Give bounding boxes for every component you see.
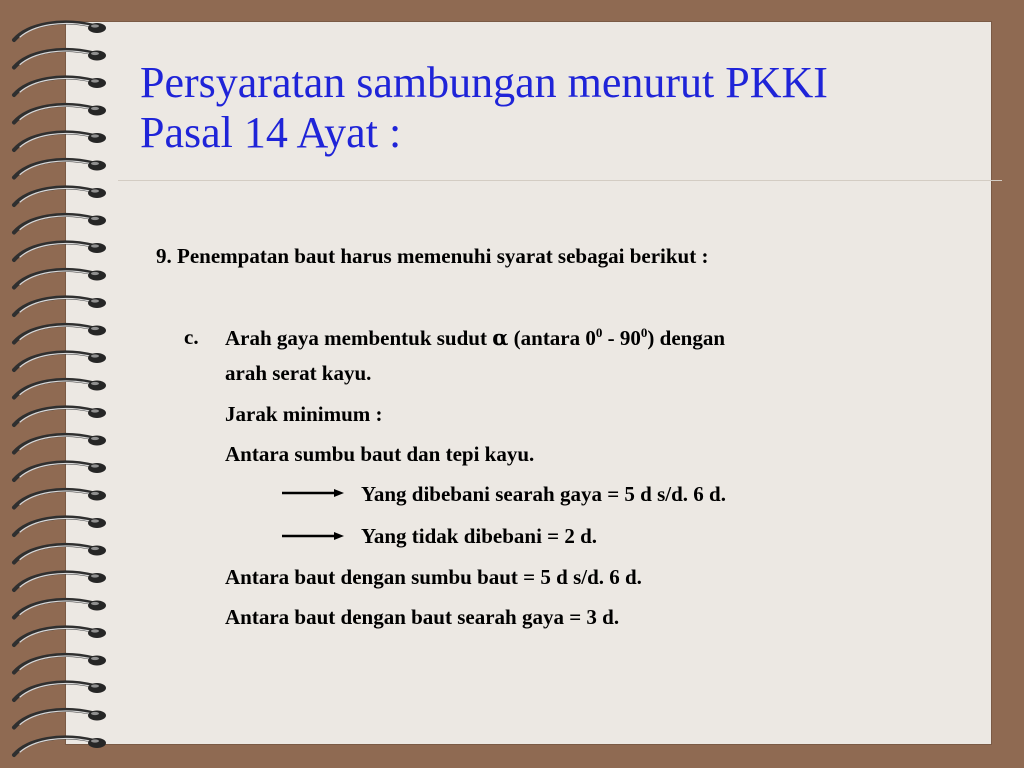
- item-text-part-4: ) dengan: [647, 326, 725, 350]
- item-text-part-3: - 90: [602, 326, 641, 350]
- item-text-line-1: [225, 325, 725, 351]
- right-arrow-icon: [282, 488, 344, 498]
- superscript-1: 0: [595, 325, 603, 340]
- title-line-1: Persyaratan sambungan menurut PKKI: [140, 58, 828, 107]
- arrow-item-1: Yang dibebani searah gaya = 5 d s/d. 6 d.: [361, 482, 726, 506]
- item-text-part-1: Arah gaya membentuk sudut: [225, 326, 493, 350]
- antara-sumbu-tepi: Antara sumbu baut dan tepi kayu.: [225, 442, 535, 466]
- superscript-2: 0: [640, 325, 648, 340]
- arrow-item-2: Yang tidak dibebani = 2 d.: [361, 524, 598, 548]
- antara-baut-sumbu: Antara baut dengan sumbu baut = 5 d s/d. 6 d.: [225, 565, 642, 589]
- antara-baut-baut: Antara baut dengan baut searah gaya = 3 d.: [225, 605, 620, 629]
- item-text-line-2: arah serat kayu.: [225, 361, 372, 385]
- jarak-minimum: Jarak minimum :: [225, 402, 383, 426]
- item-text-part-2: (antara 0: [508, 326, 596, 350]
- alpha-symbol: α: [492, 325, 509, 350]
- right-arrow-icon: [282, 531, 344, 541]
- item-marker: c.: [184, 325, 199, 349]
- title-line-2: Pasal 14 Ayat :: [140, 108, 402, 157]
- heading-text: 9. Penempatan baut harus memenuhi syarat sebagai berikut :: [156, 244, 709, 268]
